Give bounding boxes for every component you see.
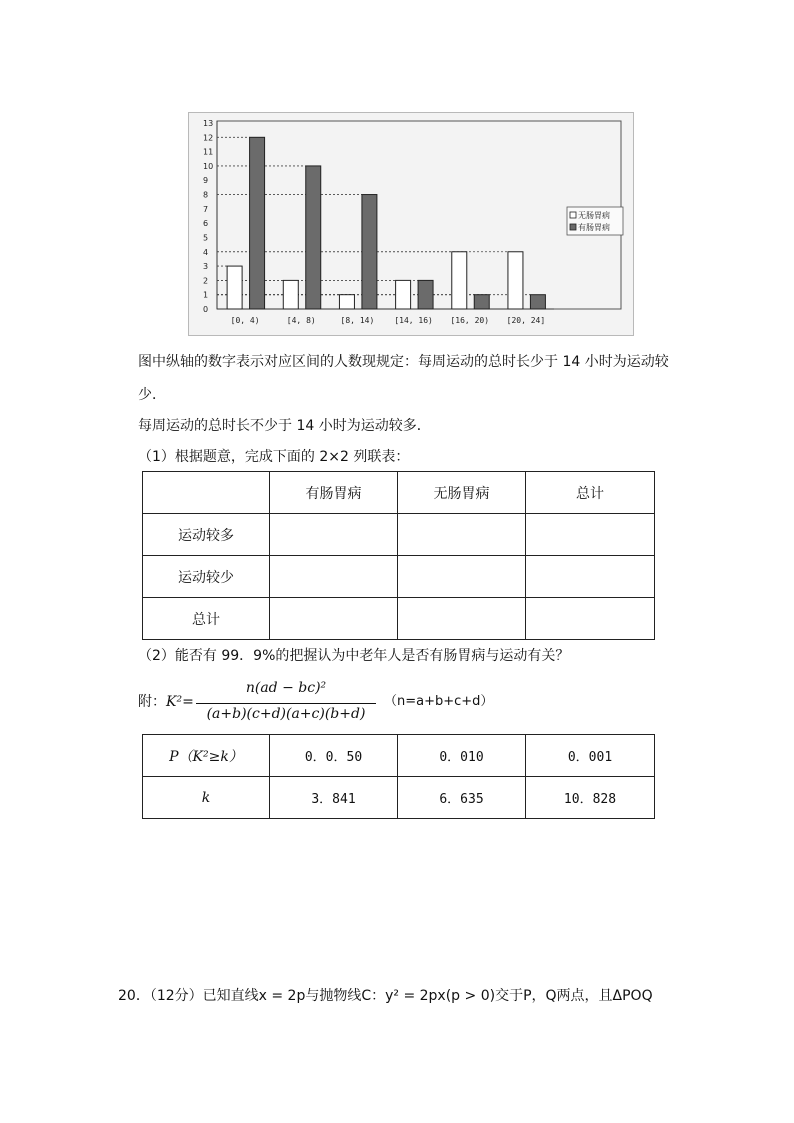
y-tick-label: 5 <box>203 233 209 243</box>
p-label: P（K²≥k） <box>143 735 270 777</box>
answer-cell <box>270 598 398 640</box>
critical-row-p <box>143 735 655 777</box>
p-value: 0．0．50 <box>270 735 398 777</box>
bar-gastric <box>250 137 265 309</box>
bar-chart-svg <box>189 113 633 335</box>
bar-chart <box>188 112 634 336</box>
answer-cell <box>526 556 655 598</box>
k-value: 6．635 <box>398 777 526 819</box>
x-tick-label: [8, 14) <box>340 316 375 325</box>
bar-no-gastric <box>339 295 354 309</box>
formula-denominator: (a+b)(c+d)(a+c)(b+d) <box>206 706 366 722</box>
bar-gastric <box>418 280 433 309</box>
contingency-header-cell: 总计 <box>526 472 655 514</box>
y-tick-label: 11 <box>203 147 214 157</box>
fraction-bar <box>196 703 376 704</box>
x-tick-label: [16, 20) <box>450 316 490 325</box>
answer-cell <box>526 514 655 556</box>
question-2: （2）能否有 99．9%的把握认为中老年人是否有肠胃病与运动有关？ <box>138 648 570 664</box>
appendix-prefix: 附： <box>138 694 166 710</box>
critical-value-table <box>142 734 655 819</box>
question-20: 20．（12分）已知直线x = 2p与抛物线C：y² = 2px(p > 0)交于P，Q两点，且ΔPOQ <box>118 988 653 1004</box>
y-tick-label: 12 <box>203 133 214 143</box>
x-tick-label: [4, 8) <box>286 316 316 325</box>
x-tick-label: [20, 24] <box>506 316 546 325</box>
chart-description-line1b: 少． <box>138 387 166 403</box>
y-tick-label: 6 <box>203 219 209 229</box>
answer-cell <box>398 556 526 598</box>
x-tick-label: [14, 16) <box>394 316 433 325</box>
k2-label: K²= <box>166 694 194 710</box>
y-tick-label: 0 <box>203 305 209 314</box>
p-value: 0．001 <box>526 735 655 777</box>
y-tick-label: 3 <box>203 262 209 272</box>
contingency-row <box>143 514 655 556</box>
row-label: 运动较少 <box>143 556 270 598</box>
bar-gastric <box>362 195 377 309</box>
contingency-table <box>142 471 655 640</box>
answer-cell <box>270 556 398 598</box>
contingency-header-cell: 无肠胃病 <box>398 472 526 514</box>
answer-cell <box>270 514 398 556</box>
contingency-header-cell: 有肠胃病 <box>270 472 398 514</box>
legend-label: 有肠胃病 <box>578 223 610 232</box>
contingency-header-cell <box>143 472 270 514</box>
bar-no-gastric <box>283 280 298 309</box>
chart-description-line2: 每周运动的总时长不少于 14 小时为运动较多． <box>138 418 431 434</box>
y-tick-label: 1 <box>203 290 209 300</box>
p-value: 0．010 <box>398 735 526 777</box>
chart-description-line1: 图中纵轴的数字表示对应区间的人数现规定：每周运动的总时长少于 14 小时为运动较 <box>138 354 669 370</box>
y-tick-label: 4 <box>203 247 209 257</box>
legend-swatch <box>570 224 576 230</box>
k-label: k <box>143 777 270 819</box>
answer-cell <box>398 514 526 556</box>
y-tick-label: 2 <box>203 276 209 286</box>
bar-no-gastric <box>396 280 411 309</box>
k-value: 10．828 <box>526 777 655 819</box>
legend-swatch <box>570 212 576 218</box>
bar-gastric <box>474 295 489 309</box>
k-value: 3．841 <box>270 777 398 819</box>
y-tick-label: 13 <box>203 119 214 128</box>
y-tick-label: 10 <box>203 161 214 171</box>
y-tick-label: 8 <box>203 190 209 200</box>
row-label: 运动较多 <box>143 514 270 556</box>
y-tick-label: 7 <box>203 204 209 214</box>
bar-gastric <box>530 295 545 309</box>
bar-no-gastric <box>452 252 467 309</box>
bar-gastric <box>306 166 321 309</box>
legend-label: 无肠胃病 <box>578 211 610 220</box>
contingency-header-row <box>143 472 655 514</box>
bar-no-gastric <box>227 266 242 309</box>
bar-no-gastric <box>508 252 523 309</box>
critical-row-k <box>143 777 655 819</box>
answer-cell <box>526 598 655 640</box>
answer-cell <box>398 598 526 640</box>
contingency-row <box>143 598 655 640</box>
row-label: 总计 <box>143 598 270 640</box>
question-1: （1）根据题意，完成下面的 2×2 列联表： <box>138 449 410 465</box>
formula-note: （n=a+b+c+d） <box>384 694 494 709</box>
y-tick-label: 9 <box>203 176 209 186</box>
formula-numerator: n(ad − bc)² <box>245 680 327 696</box>
contingency-row <box>143 556 655 598</box>
x-tick-label: [0, 4) <box>230 316 260 325</box>
